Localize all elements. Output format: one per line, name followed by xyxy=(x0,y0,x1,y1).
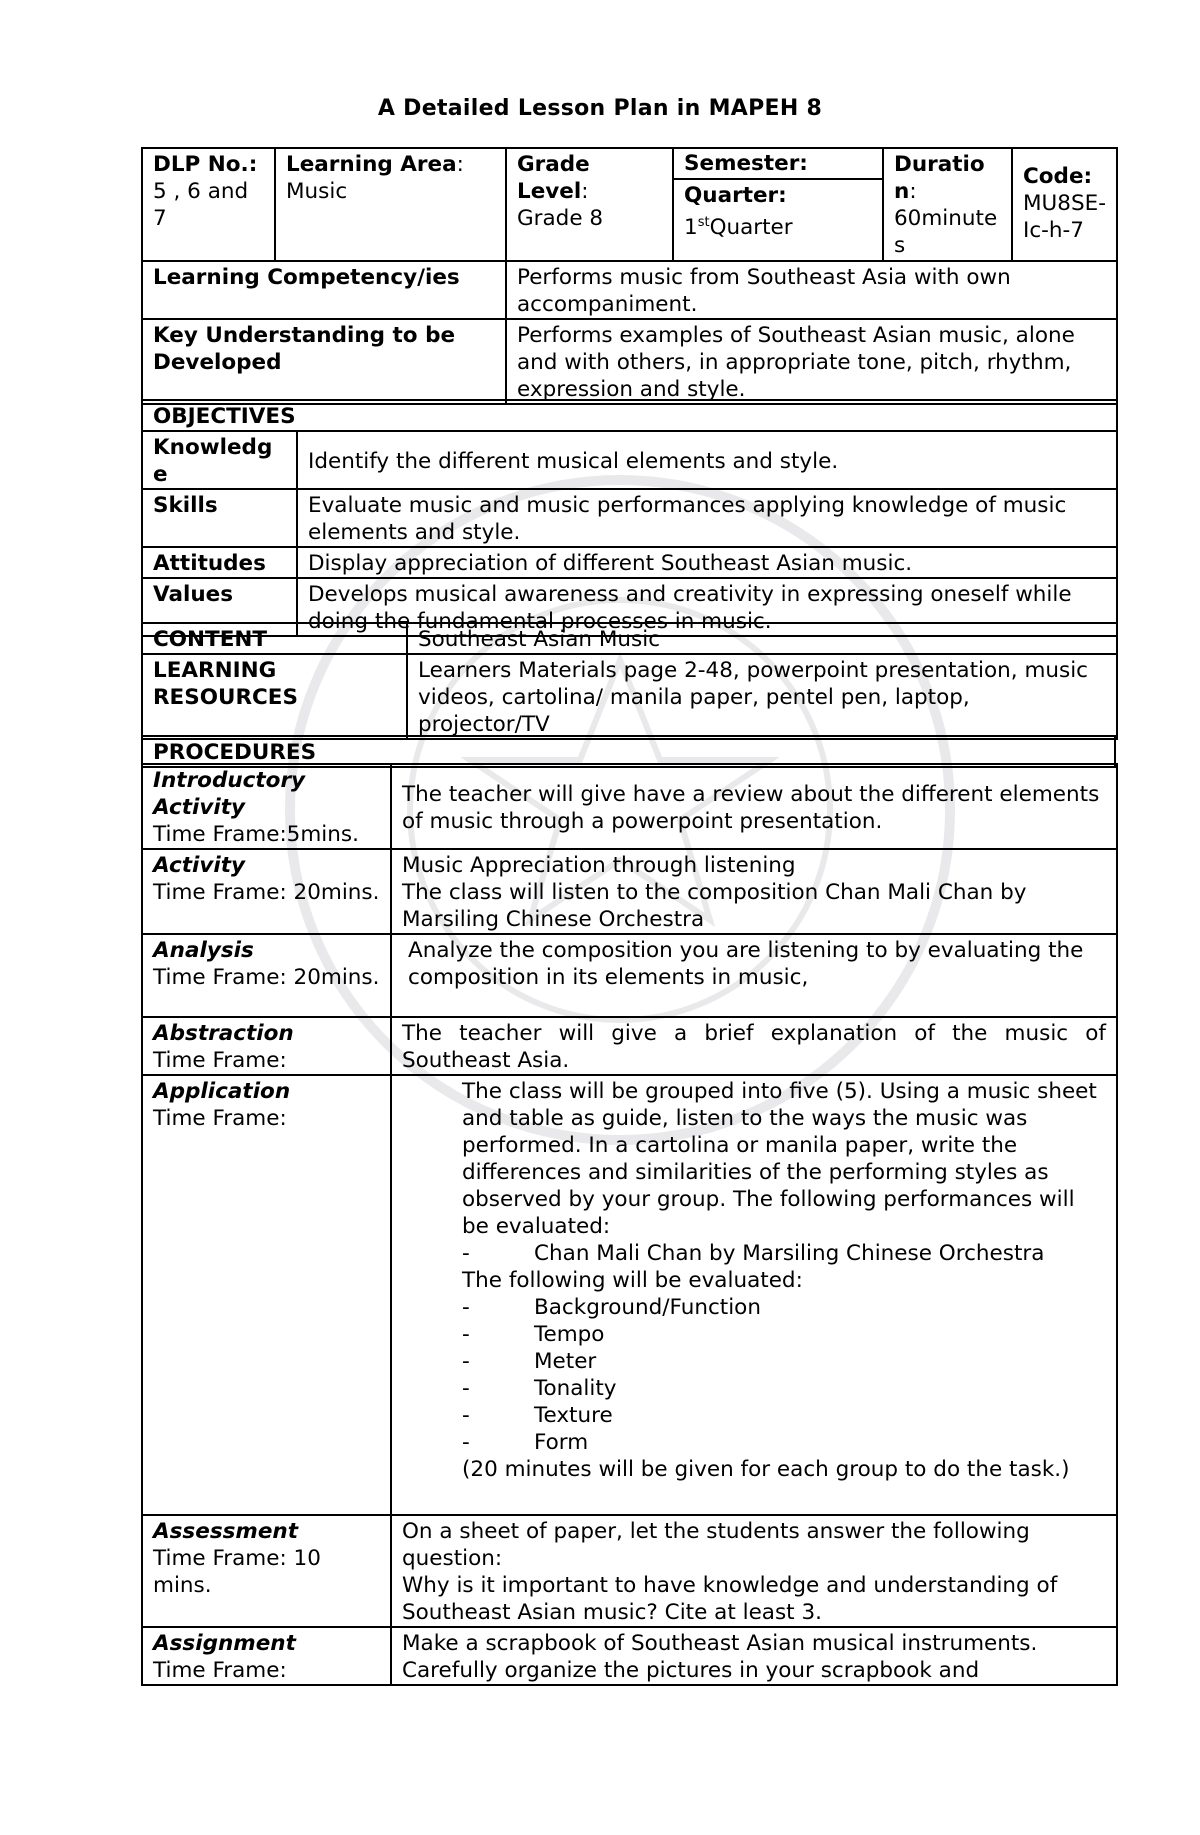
content-table xyxy=(141,622,1118,740)
analysis-time: Time Frame: 20mins. xyxy=(153,965,380,990)
dash-bullet: - xyxy=(462,1322,470,1347)
code-cell xyxy=(1012,148,1117,261)
criteria-item xyxy=(462,1429,1106,1456)
assessment-text-cell xyxy=(391,1515,1117,1627)
criteria-text: Texture xyxy=(534,1403,613,1428)
dlp-value: 5 , 6 and 7 xyxy=(153,179,249,231)
assignment-text: Make a scrapbook of Southeast Asian musical instruments. Carefully organize the pictures in your scrapbook and xyxy=(391,1627,1117,1685)
content-label: CONTENT xyxy=(142,623,407,654)
dash-bullet: - xyxy=(462,1430,470,1455)
code-label: Code: xyxy=(1023,164,1093,189)
analysis-cell xyxy=(142,934,391,1017)
assessment-line2: Why is it important to have knowledge and understanding of Southeast Asian music? Cite at least 3. xyxy=(402,1573,1058,1625)
dash-bullet: - xyxy=(462,1403,470,1428)
resources-value: Learners Materials page 2-48, powerpoint presentation, music videos, cartolina/ manila paper, pentel pen, laptop, projector/TV xyxy=(407,654,1117,739)
criteria-item xyxy=(462,1402,1106,1429)
application-time: Time Frame: xyxy=(153,1106,287,1131)
assessment-line1: On a sheet of paper, let the students answer the following question: xyxy=(402,1519,1030,1571)
competency-table xyxy=(141,260,1118,405)
grade-level-value: Grade 8 xyxy=(517,206,604,231)
activity-text-cell xyxy=(391,849,1117,934)
procedures-table xyxy=(141,763,1118,1686)
competency-label: Learning Competency/ies xyxy=(142,261,506,319)
criteria-text: Tempo xyxy=(534,1322,605,1347)
introductory-label: Introductory Activity xyxy=(153,768,306,820)
duration-cell xyxy=(883,148,1012,261)
dash-bullet: - xyxy=(462,1295,470,1320)
application-cell xyxy=(142,1075,391,1515)
application-intro: The class will be grouped into five (5). Using a music sheet and table as guide, listen to the ways the music was performed. In a cartolina or manila paper, write the differences and similarities of the performing styles as observed by your group. The following performances will be evaluated: xyxy=(462,1079,1097,1239)
learning-area-colon: : xyxy=(456,152,464,177)
competency-value: Performs music from Southeast Asia with own accompaniment. xyxy=(506,261,1117,319)
dlp-label: DLP No.: xyxy=(153,152,258,177)
introductory-text: The teacher will give have a review about the different elements of music through a powerpoint presentation. xyxy=(391,764,1117,849)
assignment-time: Time Frame: xyxy=(153,1658,287,1683)
activity-cell xyxy=(142,849,391,934)
understanding-label: Key Understanding to be Developed xyxy=(142,319,506,404)
duration-colon: : xyxy=(909,179,917,204)
quarter-value: Quarter xyxy=(709,215,793,241)
criteria-text: Tonality xyxy=(534,1376,617,1401)
criteria-text: Form xyxy=(534,1430,589,1455)
criteria-text: Background/Function xyxy=(534,1295,761,1320)
activity-line1: Music Appreciation through listening xyxy=(402,853,796,878)
code-value: MU8SE-Ic-h-7 xyxy=(1023,191,1106,243)
learning-area-cell xyxy=(275,148,506,261)
learning-area-value: Music xyxy=(286,179,348,204)
introductory-time: Time Frame:5mins. xyxy=(153,822,359,847)
abstraction-time: Time Frame: xyxy=(153,1048,287,1073)
performance-item xyxy=(462,1240,1106,1267)
objectives-heading: OBJECTIVES xyxy=(142,400,1117,431)
knowledge-value: Identify the different musical elements and style. xyxy=(297,431,1117,489)
lesson-header-table xyxy=(141,147,1118,262)
criteria-item xyxy=(462,1294,1106,1321)
dash-bullet: - xyxy=(462,1376,470,1401)
introductory-cell xyxy=(142,764,391,849)
procedures-heading: PROCEDURES xyxy=(142,736,1115,767)
quarter-value-line xyxy=(684,209,872,241)
application-closing: (20 minutes will be given for each group to do the task.) xyxy=(462,1457,1070,1482)
abstraction-text: The teacher will give a brief explanation of the music of Southeast Asia. xyxy=(391,1017,1117,1075)
duration-value: 60minutes xyxy=(894,206,998,258)
semester-quarter-cell xyxy=(673,148,883,261)
application-text-cell xyxy=(391,1075,1117,1515)
attitudes-value: Display appreciation of different Southeast Asian music. xyxy=(297,547,1117,578)
resources-label: LEARNING RESOURCES xyxy=(142,654,407,739)
values-value: Develops musical awareness and creativity in expressing oneself while doing the fundamental processes in music. xyxy=(297,578,1117,636)
abstraction-cell xyxy=(142,1017,391,1075)
assignment-label: Assignment xyxy=(153,1631,296,1656)
attitudes-label: Attitudes xyxy=(142,547,297,578)
assessment-label: Assessment xyxy=(153,1519,298,1544)
duration-label: Duration xyxy=(894,152,985,204)
grade-level-label: Grade Level xyxy=(517,152,590,204)
objectives-table xyxy=(141,399,1118,637)
values-label: Values xyxy=(142,578,297,636)
performance-text: Chan Mali Chan by Marsiling Chinese Orchestra xyxy=(534,1241,1045,1266)
skills-value: Evaluate music and music performances applying knowledge of music elements and style. xyxy=(297,489,1117,547)
page-title: A Detailed Lesson Plan in MAPEH 8 xyxy=(377,96,823,121)
criteria-item xyxy=(462,1348,1106,1375)
assignment-cell xyxy=(142,1627,391,1685)
understanding-value: Performs examples of Southeast Asian music, alone and with others, in appropriate tone, pitch, rhythm, expression and style. xyxy=(506,319,1117,404)
grade-level-colon: : xyxy=(581,179,589,204)
quarter-label: Quarter: xyxy=(684,183,787,208)
skills-label: Skills xyxy=(142,489,297,547)
criteria-item xyxy=(462,1375,1106,1402)
quarter-number: 1 xyxy=(684,215,698,241)
evaluated-intro: The following will be evaluated: xyxy=(462,1268,803,1293)
criteria-item xyxy=(462,1321,1106,1348)
analysis-text: Analyze the composition you are listening to by evaluating the composition in its elements in music, xyxy=(391,934,1117,1017)
activity-label: Activity xyxy=(153,853,246,878)
abstraction-label: Abstraction xyxy=(153,1021,294,1046)
activity-time: Time Frame: 20mins. xyxy=(153,880,380,905)
activity-line2: The class will listen to the composition Chan Mali Chan by Marsiling Chinese Orchestra xyxy=(402,880,1027,932)
assessment-cell xyxy=(142,1515,391,1627)
learning-area-label: Learning Area xyxy=(286,152,457,177)
criteria-text: Meter xyxy=(534,1349,597,1374)
dash-bullet: - xyxy=(462,1241,470,1266)
assessment-time: Time Frame: 10 mins. xyxy=(153,1546,321,1598)
application-label: Application xyxy=(153,1079,291,1104)
semester-label: Semester: xyxy=(674,149,882,180)
grade-level-cell xyxy=(506,148,673,261)
dash-bullet: - xyxy=(462,1349,470,1374)
content-value: Southeast Asian Music xyxy=(407,623,1117,654)
quarter-suffix: st xyxy=(697,215,710,230)
analysis-label: Analysis xyxy=(153,938,254,963)
knowledge-label: Knowledge xyxy=(142,431,297,489)
dlp-cell xyxy=(142,148,275,261)
